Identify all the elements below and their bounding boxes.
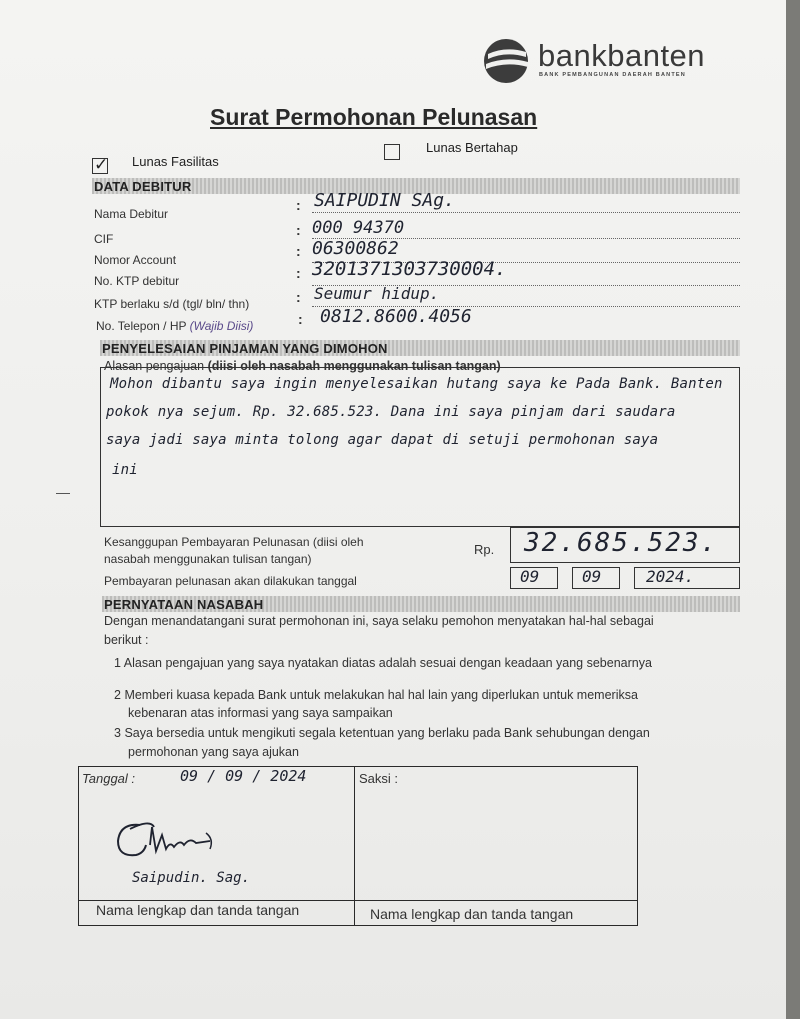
- value-ktp-berlaku[interactable]: Seumur hidup.: [314, 284, 440, 303]
- statement-3-line-2: permohonan yang saya ajukan: [128, 745, 299, 759]
- footer-right-label: Nama lengkap dan tanda tangan: [370, 906, 574, 922]
- label-wajib-diisi: (Wajib Diisi): [189, 319, 254, 333]
- amount-value: 32.685.523.: [524, 528, 719, 558]
- year-value: 2024.: [646, 567, 695, 586]
- saksi-label: Saksi :: [359, 771, 399, 786]
- background-surface: [786, 0, 800, 1019]
- signature-footer-line: [78, 900, 638, 901]
- label-no-telepon-text: No. Telepon / HP: [96, 319, 187, 333]
- date-label: Pembayaran pelunasan akan dilakukan tanggal: [104, 574, 357, 588]
- statement-1: [114, 656, 652, 670]
- tanggal-value[interactable]: 09 / 09 / 2024: [180, 767, 307, 785]
- value-nama-debitur[interactable]: SAIPUDIN SAg.: [314, 190, 455, 211]
- pernyataan-intro-2: berikut :: [104, 633, 149, 647]
- statement-3: [114, 726, 650, 740]
- reason-note: (diisi oleh nasabah menggunakan tulisan tangan): [207, 359, 501, 373]
- colon: :: [296, 265, 301, 281]
- statement-2-line-2: kebenaran atas informasi yang saya sampaikan: [128, 706, 393, 720]
- label-no-ktp: No. KTP debitur: [94, 274, 180, 288]
- label-no-telepon: [96, 319, 253, 333]
- signer-name: Saipudin. Sag.: [132, 870, 251, 886]
- lunas-fasilitas-checkbox[interactable]: [92, 158, 108, 174]
- statement-text: Alasan pengajuan yang saya nyatakan diatas adalah sesuai dengan keadaan yang sebenarnya: [123, 656, 652, 670]
- label-ktp-berlaku: KTP berlaku s/d (tgl/ bln/ thn): [94, 297, 250, 311]
- reason-line-3: saya jadi saya minta tolong agar dapat di setuji permohonan saya: [106, 432, 659, 448]
- lunas-fasilitas-label: Lunas Fasilitas: [132, 154, 219, 169]
- reason-line-1: Mohon dibantu saya ingin menyelesaikan hutang saya ke Pada Bank. Banten: [110, 376, 723, 392]
- day-value: 09: [520, 567, 540, 586]
- section-heading-data-debitur: DATA DEBITUR: [94, 179, 192, 194]
- tanggal-label: Tanggal :: [82, 771, 136, 786]
- section-heading-pernyataan: PERNYATAAN NASABAH: [104, 597, 264, 612]
- bank-logo: [482, 38, 742, 88]
- currency-label: Rp.: [474, 542, 495, 557]
- label-nomor-account: Nomor Account: [94, 253, 177, 267]
- colon: :: [296, 243, 301, 259]
- pernyataan-intro-1: Dengan menandatangani surat permohonan ini, saya selaku pemohon menyatakan hal-hal sebagai: [104, 614, 654, 628]
- statement-2: [114, 688, 638, 702]
- lunas-bertahap-label: Lunas Bertahap: [426, 140, 518, 155]
- amount-label-line-1: Kesanggupan Pembayaran Pelunasan (diisi oleh: [104, 535, 364, 549]
- value-no-ktp[interactable]: 3201371303730004.: [312, 258, 507, 280]
- bankbanten-logo-icon: [482, 38, 532, 84]
- reason-label: Alasan pengajuan: [104, 359, 205, 373]
- statement-number: 1: [114, 656, 121, 670]
- value-no-telepon[interactable]: 0812.8600.4056: [320, 306, 472, 327]
- fill-line: [312, 212, 740, 213]
- colon: :: [296, 197, 301, 213]
- label-cif: CIF: [94, 232, 114, 246]
- value-cif[interactable]: 000 94370: [312, 218, 405, 238]
- amount-label-line-2: nasabah menggunakan tulisan tangan): [104, 552, 312, 566]
- statement-text: Saya bersedia untuk mengikuti segala ketentuan yang berlaku pada Bank sehubungan dengan: [124, 726, 650, 740]
- month-value: 09: [582, 567, 602, 586]
- colon: :: [298, 311, 303, 327]
- colon: :: [296, 289, 301, 305]
- brand-name: bankbanten: [538, 38, 706, 73]
- section-heading-penyelesaian: PENYELESAIAN PINJAMAN YANG DIMOHON: [102, 341, 388, 356]
- lunas-bertahap-checkbox[interactable]: [384, 144, 400, 160]
- signature-divider: [354, 766, 355, 926]
- statement-text: Memberi kuasa kepada Bank untuk melakukan hal hal lain yang diperlukan untuk memeriksa: [124, 688, 638, 702]
- statement-number: 3: [114, 726, 121, 740]
- statement-number: 2: [114, 688, 121, 702]
- colon: :: [296, 222, 301, 238]
- label-nama-debitur: Nama Debitur: [94, 207, 169, 221]
- signature-icon[interactable]: [110, 815, 240, 875]
- brand-tagline: BANK PEMBANGUNAN DAERAH BANTEN: [539, 72, 686, 78]
- reason-line-4: ini: [112, 462, 138, 478]
- footer-left-label: Nama lengkap dan tanda tangan: [96, 902, 300, 918]
- form-title: Surat Permohonan Pelunasan: [210, 104, 538, 130]
- reason-line-2: pokok nya sejum. Rp. 32.685.523. Dana ini saya pinjam dari saudara: [106, 404, 676, 420]
- value-nomor-account[interactable]: 06300862: [312, 238, 399, 259]
- pen-mark: [56, 493, 70, 494]
